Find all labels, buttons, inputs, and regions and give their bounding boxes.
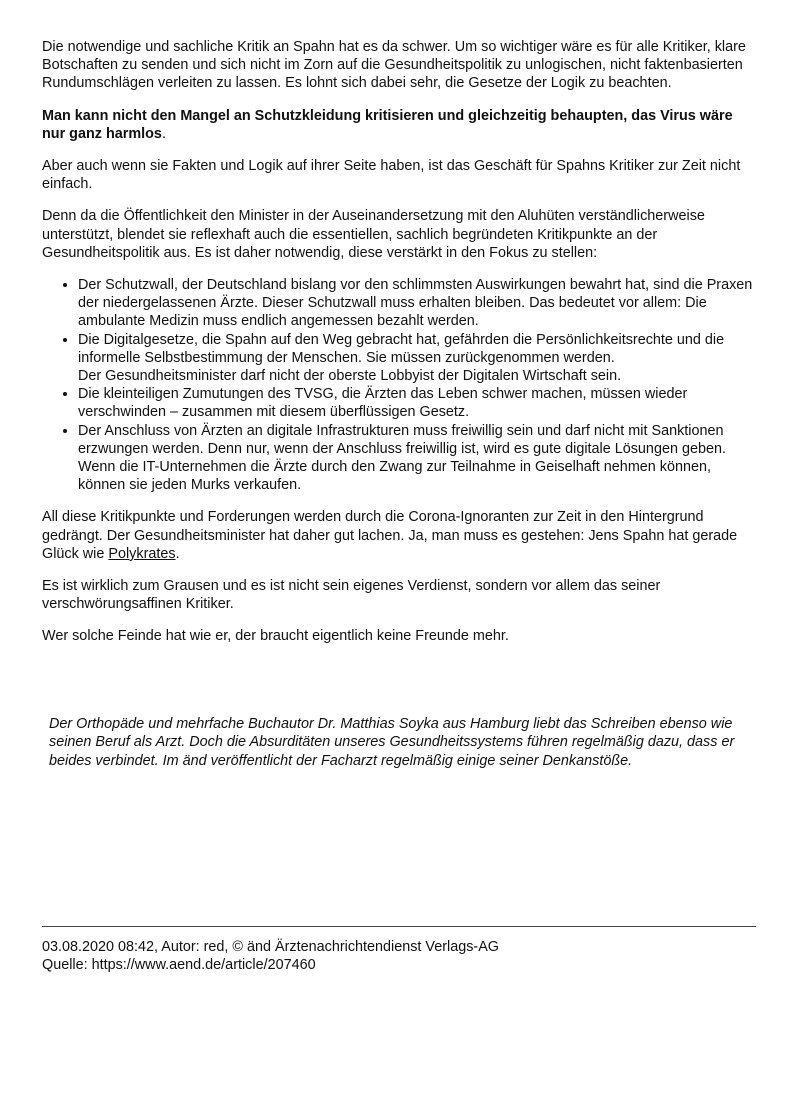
- paragraph: Denn da die Öffentlichkeit den Minister in der Auseinandersetzung mit den Aluhüten verständlicherweise unterstützt, blendet sie reflexhaft auch die essentiellen, sachlich begründeten Kritikpunkte an der Gesundheitspolitik aus. Es ist daher notwendig, diese verstärkt in den Fokus zu stellen:: [42, 208, 705, 261]
- emphasis-paragraph: [42, 107, 758, 143]
- footer-source: Quelle: https://www.aend.de/article/207460: [42, 957, 316, 974]
- punctuation: .: [161, 125, 166, 142]
- article-body: [42, 38, 758, 660]
- punctuation: .: [175, 545, 180, 562]
- paragraph: Die notwendige und sachliche Kritik an Spahn hat es da schwer. Um so wichtiger wäre es für alle Kritiker, klare Botschaften zu senden und sich nicht im Zorn auf die Gesundheitspolitik zu unlogischen, nicht faktenbasierten Rundumschlägen verleiten zu lassen. Es lohnt sich dabei sehr, die Gesetze der Logik zu beachten.: [42, 39, 746, 92]
- list-item: [78, 331, 758, 386]
- polykrates-link[interactable]: Polykrates: [108, 545, 176, 562]
- list-item: • Die kleinteiligen Zumutungen des TVSG, die Ärzten das Leben schwer machen, müssen wieder verschwinden – zusammen mit diesem überflüssigen Gesetz.: [78, 385, 758, 421]
- bold-statement: Man kann nicht den Mangel an Schutzkleidung kritisieren und gleichzeitig behaupten, das Virus wäre nur ganz harmlos: [42, 107, 733, 142]
- paragraph: Wer solche Feinde hat wie er, der braucht eigentlich keine Freunde mehr.: [42, 628, 509, 645]
- list-item-text: • Der Anschluss von Ärzten an digitale Infrastrukturen muss freiwillig sein und darf nicht mit Sanktionen erzwungen werden. Denn nur, wenn der Anschluss freiwillig ist, wird es gute digitale Lösungen geben.: [78, 422, 726, 457]
- paragraph-text: All diese Kritikpunkte und Forderungen werden durch die Corona-Ignoranten zur Zeit in den Hintergrund gedrängt. Der Gesundheitsminister hat daher gut lachen. Ja, man muss es gestehen: Jens Spahn hat gerade Glück wie: [42, 509, 738, 562]
- list-item-text: Der Gesundheitsminister darf nicht der oberste Lobbyist der Digitalen Wirtschaft sein.: [78, 368, 622, 385]
- paragraph: [42, 508, 758, 563]
- paragraph: Es ist wirklich zum Grausen und es ist nicht sein eigenes Verdienst, sondern vor allem das seiner verschwörungsaffinen Kritiker.: [42, 578, 661, 613]
- criticism-list: [42, 276, 758, 494]
- list-item: • Der Schutzwall, der Deutschland bislang vor den schlimmsten Auswirkungen bewahrt hat, sind die Praxen der niedergelassenen Ärzte. Dieser Schutzwall muss erhalten bleiben. Das bedeutet vor allem: Die ambulante Medizin muss endlich angemessen bezahlt werden.: [78, 276, 758, 331]
- author-bio: Der Orthopäde und mehrfache Buchautor Dr. Matthias Soyka aus Hamburg liebt das Schreiben ebenso wie seinen Beruf als Arzt. Doch die Absurditäten unseres Gesundheitssystems führen regelmäßig dazu, dass er beides verbindet. Im änd veröffentlicht der Facharzt regelmäßig einige seiner Denkanstöße.: [49, 716, 735, 769]
- footer-meta: 03.08.2020 08:42, Autor: red, © änd Ärztenachrichtendienst Verlags-AG: [42, 939, 500, 955]
- footer: [42, 938, 756, 974]
- list-item-text: • Die Digitalgesetze, die Spahn auf den Weg gebracht hat, gefährden die Persönlichkeitsrechte und die informelle Selbstbestimmung der Menschen. Sie müssen zurückgenommen werden.: [78, 331, 725, 366]
- paragraph: Aber auch wenn sie Fakten und Logik auf ihrer Seite haben, ist das Geschäft für Spahns Kritiker zur Zeit nicht einfach.: [42, 158, 741, 193]
- list-item: [78, 422, 758, 495]
- list-item-text: Wenn die IT-Unternehmen die Ärzte durch den Zwang zur Teilnahme in Geiselhaft nehmen können, können sie jeden Murks verkaufen.: [78, 459, 712, 494]
- footer-divider: [42, 926, 756, 927]
